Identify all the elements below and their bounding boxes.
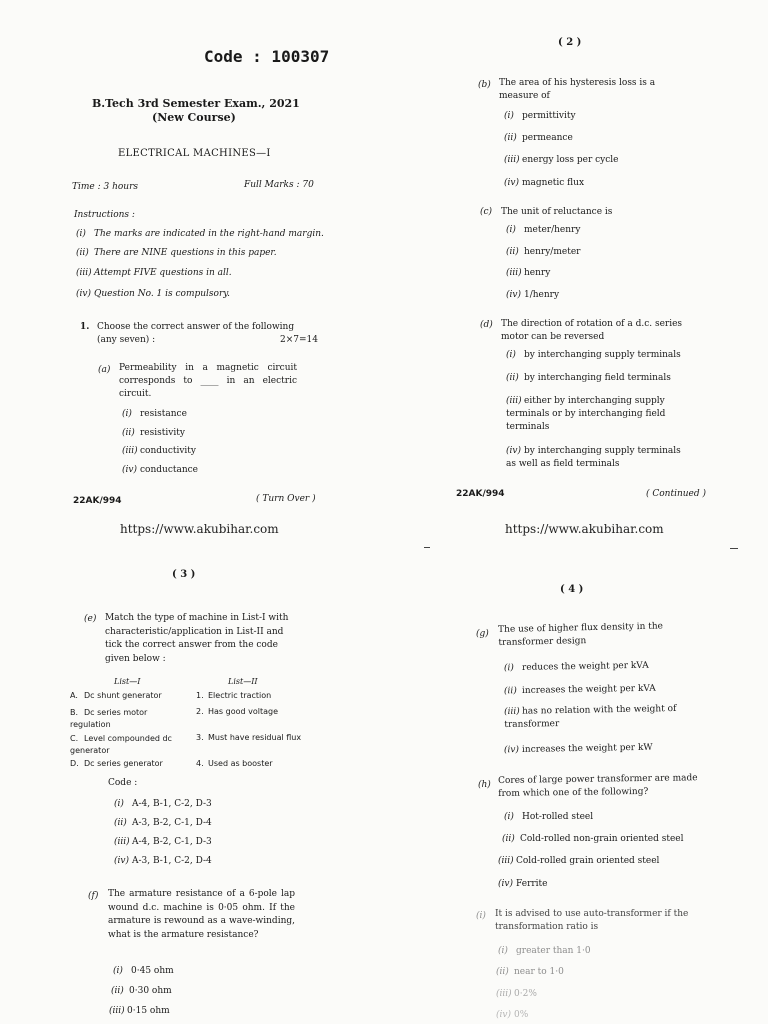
question-text: Choose the correct answer of the following [97, 322, 295, 332]
footer-code: 22AK/994 [456, 489, 505, 499]
match-row: 1. Electric traction [196, 691, 272, 700]
option-item: (iii) energy loss per cycle [504, 155, 619, 165]
subquestion-label: (a) [98, 365, 111, 375]
instruction-item: (iii) Attempt FIVE questions in all. [76, 268, 232, 278]
option-item: (ii) henry/meter [506, 247, 581, 257]
option-item: (i) greater than 1·0 [498, 946, 591, 956]
subquestion-label: (d) [480, 320, 493, 330]
subquestion-label: (i) [476, 911, 486, 921]
option-item: (i) permittivity [504, 111, 576, 121]
subquestion-label: (c) [480, 207, 493, 217]
instructions-title: Instructions : [74, 210, 135, 220]
subquestion-label: (g) [476, 629, 489, 639]
option-item: (iii) Cold-rolled grain oriented steel [498, 856, 660, 866]
option-item: (ii) permeance [504, 133, 573, 143]
option-item: (iii) henry [506, 268, 551, 278]
list-heading: List—II [228, 677, 258, 686]
subquestion-text: The direction of rotation of a d.c. series motor can be reversed [501, 319, 683, 342]
option-item: (iv) by interchanging supply terminals as well as field terminals [506, 446, 681, 469]
match-row: 3. Must have residual flux [196, 733, 302, 742]
option-item: (i) reduces the weight per kVA [503, 660, 649, 674]
source-url[interactable]: https://www.akubihar.com [120, 522, 279, 536]
option-item: (ii) near to 1·0 [496, 967, 564, 977]
match-row: B. Dc series motor regulation [70, 708, 148, 729]
subquestion-label: (e) [84, 614, 97, 624]
subquestion-text: The armature resistance of a 6-pole lap wound d.c. machine is 0·05 ohm. If the armature is rewound as a wave-winding, what is the armature resistance? [108, 889, 295, 940]
option-item: (iv) magnetic flux [504, 178, 585, 188]
paper-code: Code : 100307 [204, 47, 330, 66]
footer-note: ( Continued ) [646, 489, 707, 499]
subquestion-text: Permeability in a magnetic circuit corresponds to ____ in an electric circuit. [119, 363, 297, 399]
option-item: (ii) increases the weight per kVA [503, 683, 656, 697]
option-item: (iv) 1/henry [506, 290, 560, 300]
option-item: (iv) conductance [122, 465, 198, 475]
list-heading: List—I [114, 677, 141, 686]
code-option: (ii) A-3, B-2, C-1, D-4 [114, 818, 212, 828]
match-row: 2. Has good voltage [196, 707, 279, 716]
option-item: (iii) has no relation with the weight of transformer [504, 703, 677, 730]
subquestion-text: Cores of large power transformer are made from which one of the following? [498, 773, 698, 799]
subquestion-label: (f) [88, 891, 99, 901]
match-row: C. Level compounded dc generator [70, 734, 172, 755]
page-number: ( 4 ) [560, 584, 584, 595]
option-item: (i) by interchanging supply terminals [506, 350, 681, 360]
code-option: (i) A-4, B-1, C-2, D-3 [114, 799, 212, 809]
option-item: (ii) by interchanging field terminals [506, 373, 671, 383]
subquestion-label: (h) [478, 780, 491, 790]
match-row: D. Dc series generator [70, 759, 163, 768]
option-item: (ii) resistivity [122, 428, 185, 438]
question-marks: 2×7=14 [280, 335, 318, 345]
page-4 [384, 0, 768, 1024]
option-item: (i) 0·45 ohm [113, 966, 174, 976]
instruction-item: (i) The marks are indicated in the right-hand margin. [76, 229, 324, 239]
course-type: (New Course) [152, 111, 236, 124]
option-item: (iv) increases the weight per kW [503, 742, 653, 756]
option-item: (iv) Ferrite [498, 879, 548, 889]
page-number: ( 3 ) [172, 569, 196, 580]
subquestion-text: The use of higher flux density in the transformer design [498, 621, 664, 648]
match-row: A. Dc shunt generator [70, 691, 162, 700]
match-row: 4. Used as booster [196, 759, 273, 768]
source-url[interactable]: https://www.akubihar.com [505, 522, 664, 536]
instruction-item: (iv) Question No. 1 is compulsory. [76, 289, 231, 299]
option-item: (iii) 0·15 ohm [109, 1006, 170, 1016]
footer-code: 22AK/994 [73, 496, 122, 506]
subquestion-text: Match the type of machine in List-I with characteristic/application in List-II and tick the correct answer from the code given below : [105, 613, 289, 664]
option-item: (ii) 0·30 ohm [111, 986, 172, 996]
footer-note: ( Turn Over ) [256, 494, 316, 504]
code-option: (iii) A-4, B-2, C-1, D-3 [114, 837, 212, 847]
subquestion-text: It is advised to use auto-transformer if the transformation ratio is [495, 909, 689, 932]
subquestion-text: The area of his hysteresis loss is a measure of [499, 78, 656, 101]
full-marks: Full Marks : 70 [244, 180, 314, 190]
question-number: 1. [80, 322, 90, 332]
option-item: (i) Hot-rolled steel [504, 812, 594, 822]
code-label: Code : [108, 778, 138, 788]
option-item: (iii) either by interchanging supply terminals or by interchanging field terminals [506, 396, 666, 432]
instruction-item: (ii) There are NINE questions in this paper. [76, 248, 277, 258]
option-item: (i) resistance [122, 409, 187, 419]
option-item: (iii) conductivity [122, 446, 197, 456]
exam-title: B.Tech 3rd Semester Exam., 2021 [92, 97, 300, 110]
exam-time: Time : 3 hours [72, 182, 139, 192]
code-option: (iv) A-3, B-1, C-2, D-4 [114, 856, 212, 866]
subquestion-label: (b) [478, 80, 491, 90]
option-item: (iii) 0·2% [496, 989, 537, 999]
question-subtext: (any seven) : [97, 335, 156, 345]
option-item: (iv) 0% [496, 1010, 529, 1020]
option-item: (i) meter/henry [506, 225, 581, 235]
subquestion-text: The unit of reluctance is [501, 207, 613, 217]
subject-title: ELECTRICAL MACHINES—I [118, 148, 271, 159]
page-number: ( 2 ) [558, 37, 582, 48]
option-item: (ii) Cold-rolled non-grain oriented steel [502, 834, 684, 844]
